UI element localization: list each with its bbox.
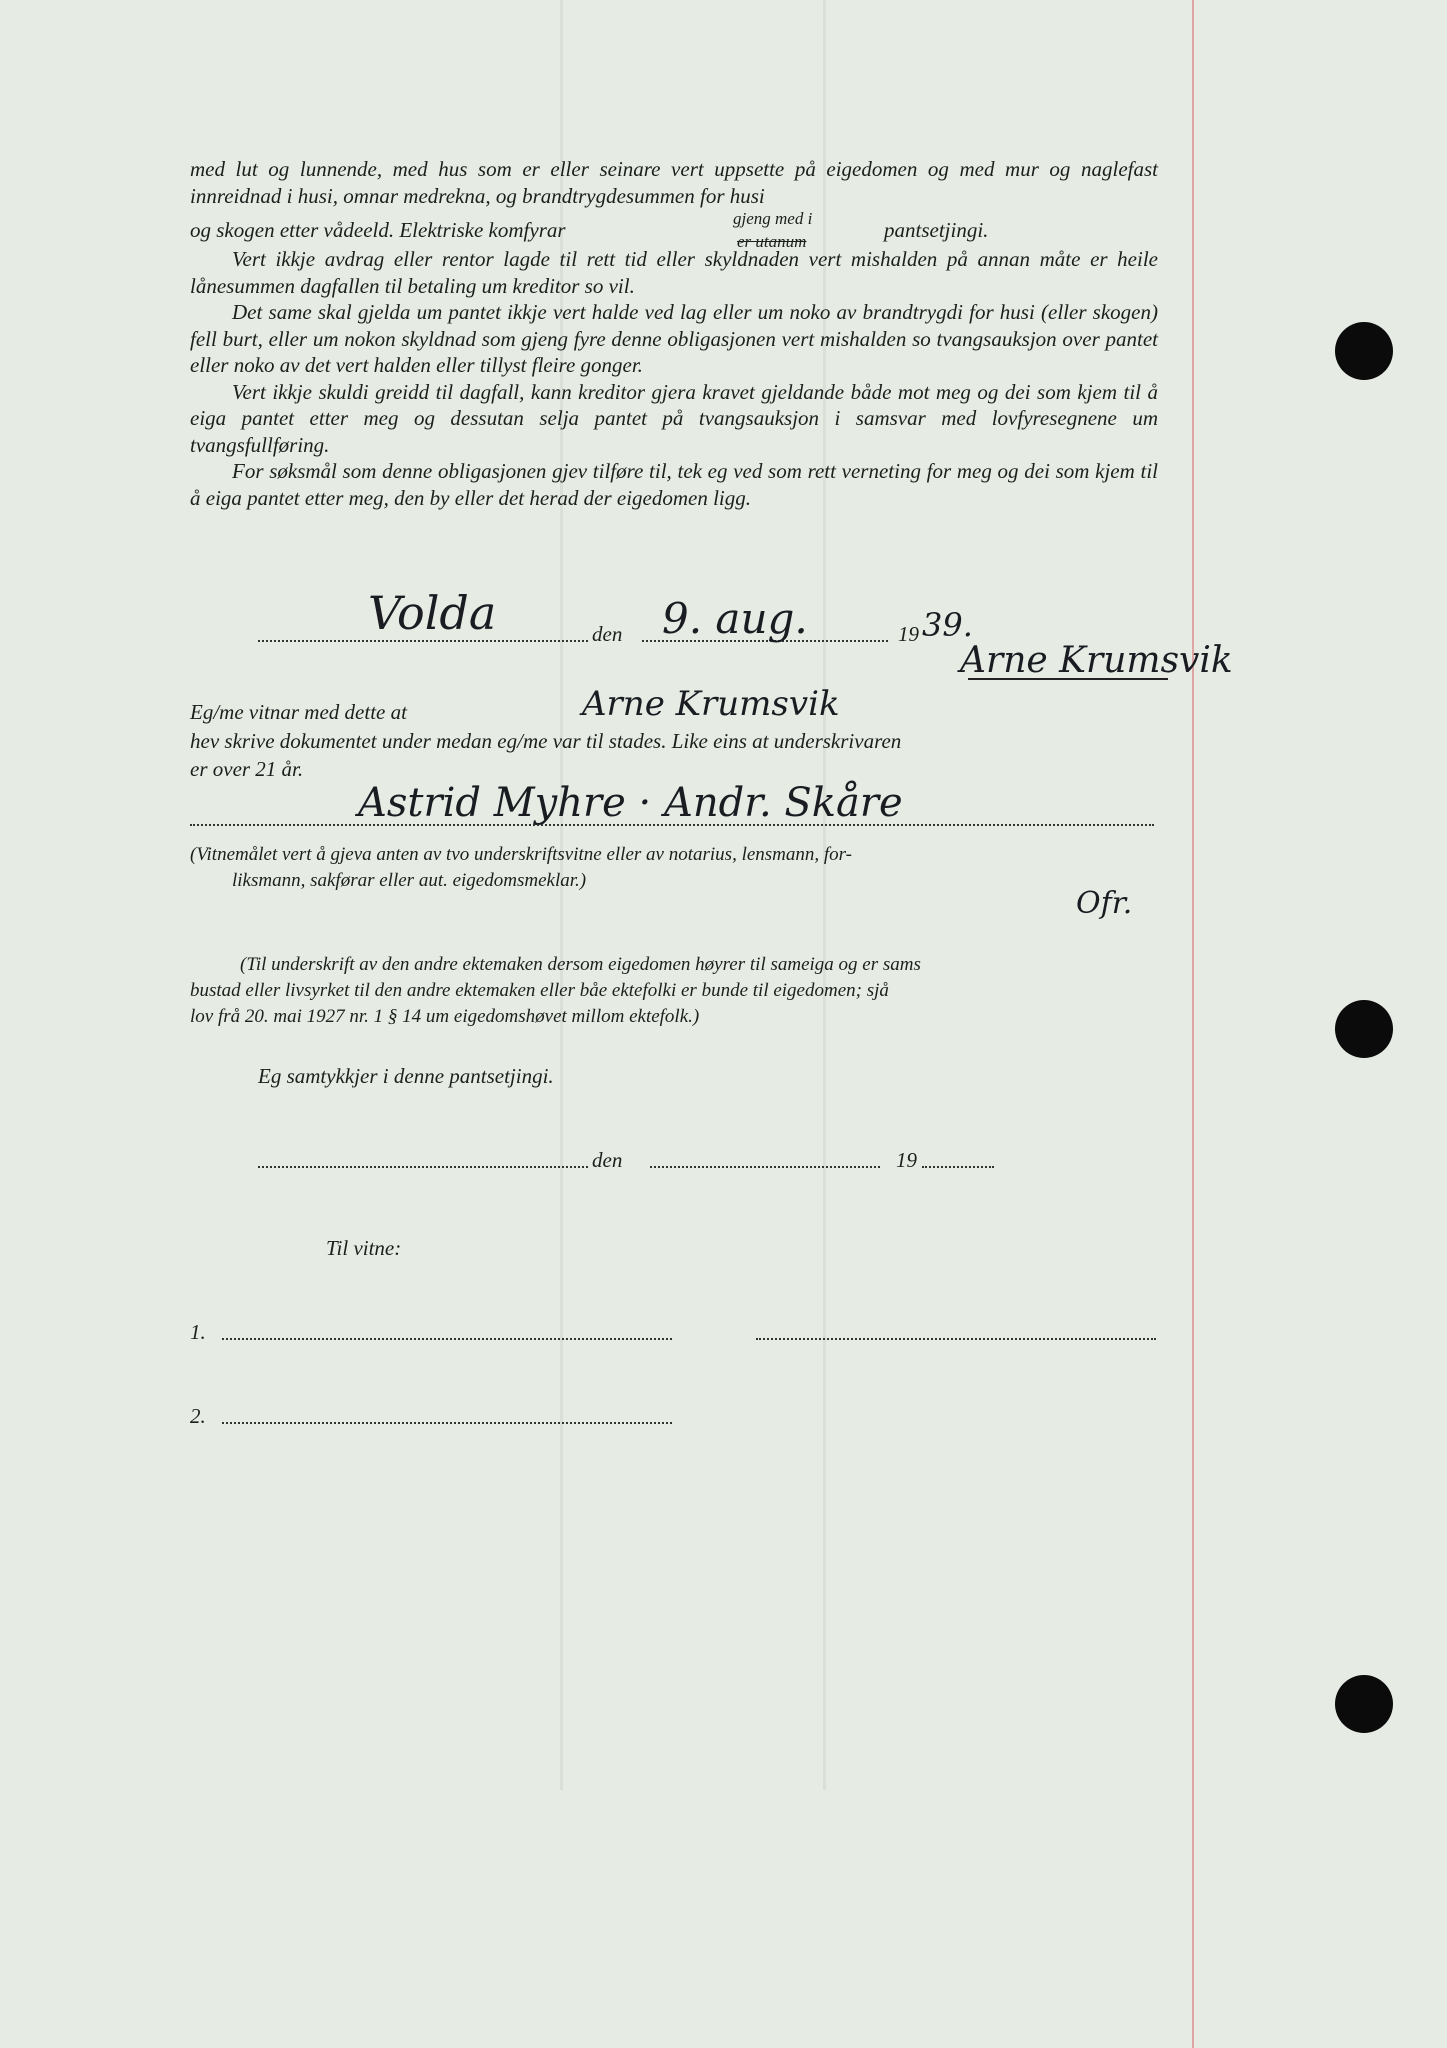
place-dotted-line — [258, 640, 588, 642]
witness-1-line-right — [756, 1338, 1156, 1340]
witness-signature-line — [190, 824, 1154, 826]
spouse-note-line-3: lov frå 20. mai 1927 nr. 1 § 14 um eigedomshøvet millom ektefolk.) — [190, 1006, 700, 1027]
place-handwritten: Volda — [368, 586, 497, 640]
signer-handwritten: Arne Krumsvik — [582, 684, 840, 724]
year-handwritten: 39. — [922, 606, 973, 644]
spouse-note-line-1: (Til underskrift av den andre ektemaken dersom eigedomen høyrer til sameiga og er sams — [240, 954, 921, 975]
paragraph-default: Vert ikkje avdrag eller rentor lagde til rett tid eller skyldnaden vert mishalden på annan måte er heile lånesummen dagfallen til betaling um kreditor so vil. — [190, 247, 1158, 298]
komfyr-line-start: og skogen etter vådeeld. Elektriske komfyrar — [190, 218, 566, 242]
witness-line-3: er over 21 år. — [190, 757, 304, 781]
punch-hole-icon — [1335, 1675, 1393, 1733]
paragraph-lead: med lut og lunnende, med hus som er eller seinare vert uppsette på eigedomen og med mur og naglefast innreidnad i husi, omnar medrekna, og brandtrygdesummen for husi — [190, 157, 1158, 208]
witness-signatures-handwritten: Astrid Myhre · Andr. Skåre — [358, 780, 903, 826]
til-vitne-label: Til vitne: — [326, 1236, 402, 1260]
witness-number-2: 2. — [190, 1404, 206, 1428]
witness-number-1: 1. — [190, 1320, 206, 1344]
consent-year-prefix: 19 — [896, 1148, 917, 1172]
paragraph-venue: For søksmål som denne obligasjonen gjev tilføre til, tek eg ved som rett verneting for meg og dei som kjem til å eiga pantet etter meg, den by eller det herad der eigedomen ligg. — [190, 459, 1158, 510]
consent-year-line — [922, 1166, 994, 1168]
option-selected: gjeng med i — [733, 209, 813, 228]
signature-handwritten: Arne Krumsvik — [960, 640, 1233, 681]
spouse-note-line-2: bustad eller livsyrket til den andre ektemaken eller båe ektefolki er bunde til eigedomen; sjå — [190, 980, 889, 1001]
date-handwritten: 9. aug. — [662, 594, 808, 643]
witness-line-1: Eg/me vitnar med dette at — [190, 700, 407, 724]
witness-note-line-1: (Vitnemålet vert å gjeva anten av tvo underskriftsvitne eller av notarius, lensmann, for- — [190, 844, 853, 865]
consent-place-line — [258, 1166, 588, 1168]
spouse-note-cont — [190, 978, 1158, 1030]
paragraph-pledge: Det same skal gjelda um pantet ikkje vert halde ved lag eller um noko av brandtrygdi for husi (eller skogen) fell burt, eller um nokon skyldnad som gjeng fyre denne obligasjonen vert mishalden so tvangsauksjon over pantet eller noko av det vert halden eller tillyst fleire gonger. — [190, 300, 1158, 377]
option-struck: er utanum — [737, 232, 807, 251]
witness-2-line — [222, 1422, 672, 1424]
witness-1-line — [222, 1338, 672, 1340]
witness-note-line-2: liksmann, sakførar eller aut. eigedomsmeklar.) — [232, 870, 587, 891]
clause-paragraphs — [190, 246, 1158, 511]
spouse-note — [240, 952, 1158, 978]
paragraph-due: Vert ikkje skuldi greidd til dagfall, kann kreditor gjera kravet gjeldande både mot meg og dei som kjem til å eiga pantet etter meg og dessutan selja pantet på tvangsauksjon i samsvar med lovfyresegnene um tvangsfullføring. — [190, 379, 1158, 457]
punch-hole-icon — [1335, 1000, 1393, 1058]
year-prefix: 19 — [898, 622, 919, 646]
komfyr-line-end: pantsetjingi. — [884, 218, 989, 242]
den-label: den — [592, 622, 623, 646]
consent-den-label: den — [592, 1148, 623, 1172]
initials-handwritten: Ofr. — [1076, 886, 1133, 921]
signature-line — [968, 678, 1168, 680]
komfyr-line — [190, 218, 566, 243]
consent-text: Eg samtykkjer i denne pantsetjingi. — [258, 1064, 554, 1088]
witness-note — [190, 842, 1158, 894]
punch-hole-icon — [1335, 322, 1393, 380]
clause-paragraph-1 — [190, 156, 1158, 209]
witness-line-2: hev skrive dokumentet under medan eg/me var til stades. Like eins at underskrivaren — [190, 729, 902, 753]
margin-line — [1192, 0, 1194, 2048]
consent-date-line — [650, 1166, 880, 1168]
